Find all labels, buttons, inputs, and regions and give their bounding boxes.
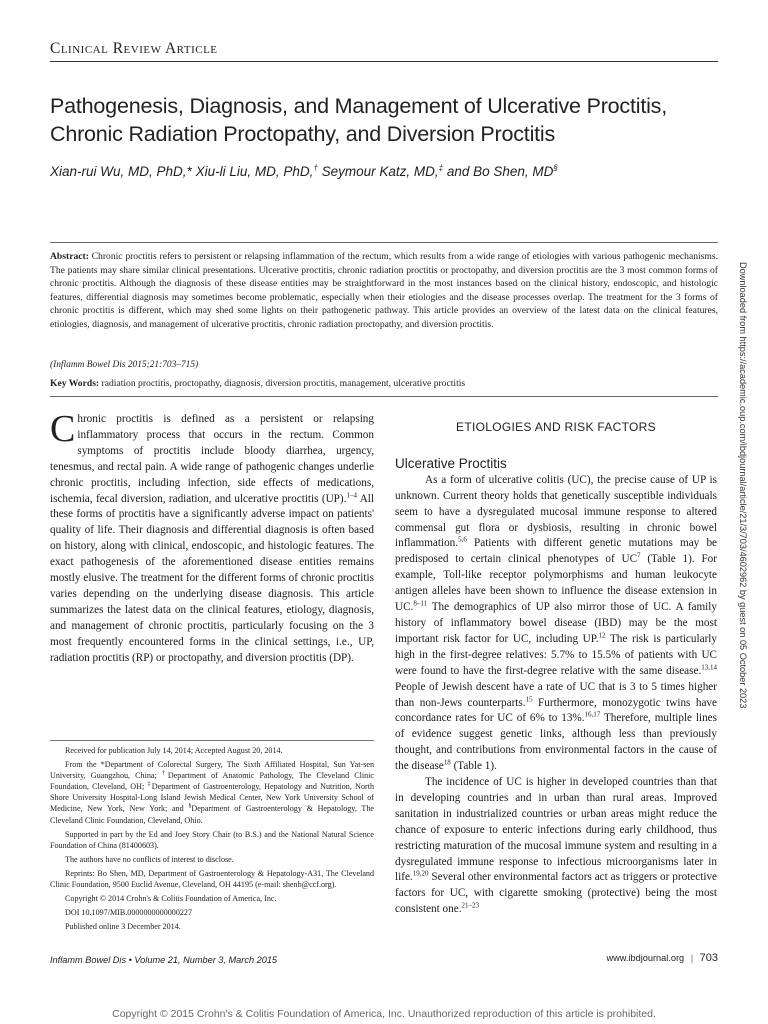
footnote-published: Published online 3 December 2014.	[65, 922, 181, 932]
copyright-banner: Copyright © 2015 Crohn's & Colitis Foundation of America, Inc. Unauthorized reproduction of this article is prohibited.	[112, 1008, 656, 1020]
download-side-note: Downloaded from https://academic.oup.com/ibdjournal/article/21/3/703/4602962 by guest on 05 October 2023	[738, 262, 748, 709]
author-mark: ‡	[438, 163, 444, 173]
article-title: Pathogenesis, Diagnosis, and Management of Ulcerative Proctitis, Chronic Radiation Proctopathy, and Diversion Proctitis	[50, 94, 667, 146]
header-rule	[50, 61, 718, 62]
footnote-support: Supported in part by the Ed and Joey Story Chair (to B.S.) and the National Natural Science Foundation of China (81400603).	[50, 829, 374, 850]
intro-text: All these forms of proctitis have a significantly adverse impact on patients' quality of life. Their diagnosis and differential diagnosis is often based on history, along with clinical, endoscopic, and histologic features. The exact pathogenesis of the aforementioned disease entities remains mostly elusive. The treatment for the different forms of chronic proctitis varies depending on the underlying disease diagnosis. This article summarizes the latest data on the clinical features, etiology, diagnosis, and management of chronic proctitis, particularly focusing on the 3 most frequently encountered forms in the clinical settings, i.e., UP, radiation proctitis (RP) or proctopathy, and diversion proctitis (DP).	[50, 492, 374, 664]
keywords-label: Key Words:	[50, 378, 100, 389]
author-mark: §	[553, 163, 558, 173]
abstract	[50, 250, 718, 331]
intro-text: hronic proctitis is defined as a persistent or relapsing inflammatory process that occurs in the rectum. Common symptoms of proctitis include bloody diarrhea, urgency, tenesmus, and rectal pain. A wide range of pathogenic changes underlie chronic proctitis, including infection, side effects of medications, ischemia, fecal diversion, radiation, and ulcerative proctitis (UP).	[50, 413, 374, 505]
incidence-paragraph: The incidence of UC is higher in developed countries than that in developing countries and in urban than rural areas. Improved sanitation in industrialized countries or urban areas might reduce the chance of exposure to enteric infections during early childhood, thus restricting maturation of the mucosal immune system and resulting in a dysregulated immune response to infectious microorganisms later in life.$^{19,20}$ Several other environmental factors act as triggers or protective factors for UC, with cigarette smoking (protective) being the most consistent one.$^{21-23}$	[395, 776, 717, 916]
subsection-heading: Ulcerative Proctitis	[395, 455, 507, 471]
footnote-received: Received for publication July 14, 2014; Accepted August 20, 2014.	[65, 746, 283, 755]
footer-separator: |	[690, 953, 694, 963]
page-number: 703	[699, 952, 718, 964]
footnotes	[50, 745, 374, 935]
abstract-text: Chronic proctitis refers to persistent or relapsing inflammation of the rectum, which results from a wide range of etiologies with various pathogenic mechanisms. The patients may share similar clinical presentations. Ulcerative proctitis, chronic radiation proctitis or proctopathy, and diversion proctitis are the 3 most common forms of chronic proctitis. Although the diagnosis of these disease entities may be straightforward in the most instances based on the clinical history, endoscopic, and histologic features, differential diagnosis may sometimes become problematic, especially when their etiologies and the disease processes overlap. The treatment for the 3 forms of chronic proctitis is different, which may shed some lights on their pathogenetic pathway. This article provides an overview of the latest data on the clinical features, etiologies, diagnosis, and management of ulcerative proctitis, chronic radiation proctopathy, and diversion proctitis.	[50, 251, 718, 330]
abstract-top-rule	[50, 242, 718, 243]
section-heading: ETIOLOGIES AND RISK FACTORS	[456, 420, 656, 434]
keywords-text: radiation proctitis, proctopathy, diagnosis, diversion proctitis, management, ulcerative proctitis	[101, 378, 466, 389]
footnote-conflicts: The authors have no conflicts of interest to disclose.	[65, 854, 234, 864]
keywords	[50, 378, 465, 389]
intro-column	[50, 408, 374, 667]
intro-paragraph	[50, 408, 374, 667]
author-katz: Seymour Katz, MD,	[321, 164, 439, 179]
citation: (Inflamm Bowel Dis 2015;21:703–715)	[50, 360, 199, 370]
author-liu: Xiu-li Liu, MD, PhD,	[195, 164, 314, 179]
author-mark: †	[313, 163, 318, 173]
author-list	[50, 164, 558, 179]
author-shen: and Bo Shen, MD	[446, 164, 554, 179]
footer-page-info	[560, 952, 718, 964]
etiology-paragraph: As a form of ulcerative colitis (UC), the precise cause of UP is unknown. Current theory holds that genetically susceptible individuals seem to have a dysregulated mucosal immune response to altered commensal gut flora or dysbiosis, resulting in chronic bowel inflammation.$^{5,6}$ Patients with different genetic mutations may be predisposed to certain clinical phenotypes of $UC^7$ (Table 1). For example, Toll-like receptor polymorphisms and human leukocyte antigen alleles have been shown to influence the disease extension in UC.$^{8-11}$ The demographics of UP also mirror those of UC. A family history of inflammatory bowel disease (IBD) may be the most important risk factor for UC, including UP.$^{12}$ The risk is particularly high in the first-degree relatives: 5.7% to 15.5% of patients with UC were found to have the first-degree relative with the same disease.$^{13,14}$ People of Jewish descent have a rate of UC that is 3 to 5 times higher than non-Jews counterparts.$^{15}$ Furthermore, monozygotic twins have concordance rates for UC of 6% to 13%.$^{16,17}$ Therefore, multiple lines of evidence suggest genetic links, although less than previously thought, and contributions from environmental factors in the cause of the disease$^{18}$ (Table 1).	[395, 473, 718, 773]
drop-cap: C	[50, 408, 76, 450]
footer-journal: Inflamm Bowel Dis • Volume 21, Number 3, March 2015	[50, 955, 278, 965]
footnote-doi: DOI 10.1097/MIB.0000000000000227	[65, 908, 193, 918]
footnote-copyright: Copyright © 2014 Crohn's & Colitis Foundation of America, Inc.	[65, 894, 277, 904]
footnote-rule	[50, 740, 374, 741]
footnote-reprints: Reprints: Bo Shen, MD, Department of Gastroenterology & Hepatology-A31, The Cleveland Clinic Foundation, 9500 Euclid Avenue, Cleveland, OH 44195 (e-mail: shenb@ccf.org).	[50, 868, 374, 890]
article-type-label: Clinical Review Article	[50, 40, 218, 57]
abstract-label: Abstract:	[50, 251, 89, 262]
footnote-affiliations: From the *Department of Colorectal Surgery, The Sixth Affiliated Hospital, Sun Yat-sen University, Guangzhou, China; †Department of Anatomic Pathology, The Cleveland Clinic Foundation, Cleveland, OH; ‡Department of Gastroenterology, Hepatology and Nutrition, North Shore University Hospital-Long Island Jewish Medical Center, New York University School of Medicine, New York, New York; and §Department of Gastroenterology & Hepatology, The Cleveland Clinic Foundation, Cleveland, Ohio.	[50, 760, 375, 825]
author-wu: Xian-rui Wu, MD, PhD,*	[50, 164, 192, 179]
reference: 1–4	[346, 490, 357, 499]
journal-site-link[interactable]: www.ibdjournal.org	[606, 953, 685, 963]
etiology-column	[395, 420, 717, 918]
abstract-bottom-rule	[50, 396, 718, 397]
